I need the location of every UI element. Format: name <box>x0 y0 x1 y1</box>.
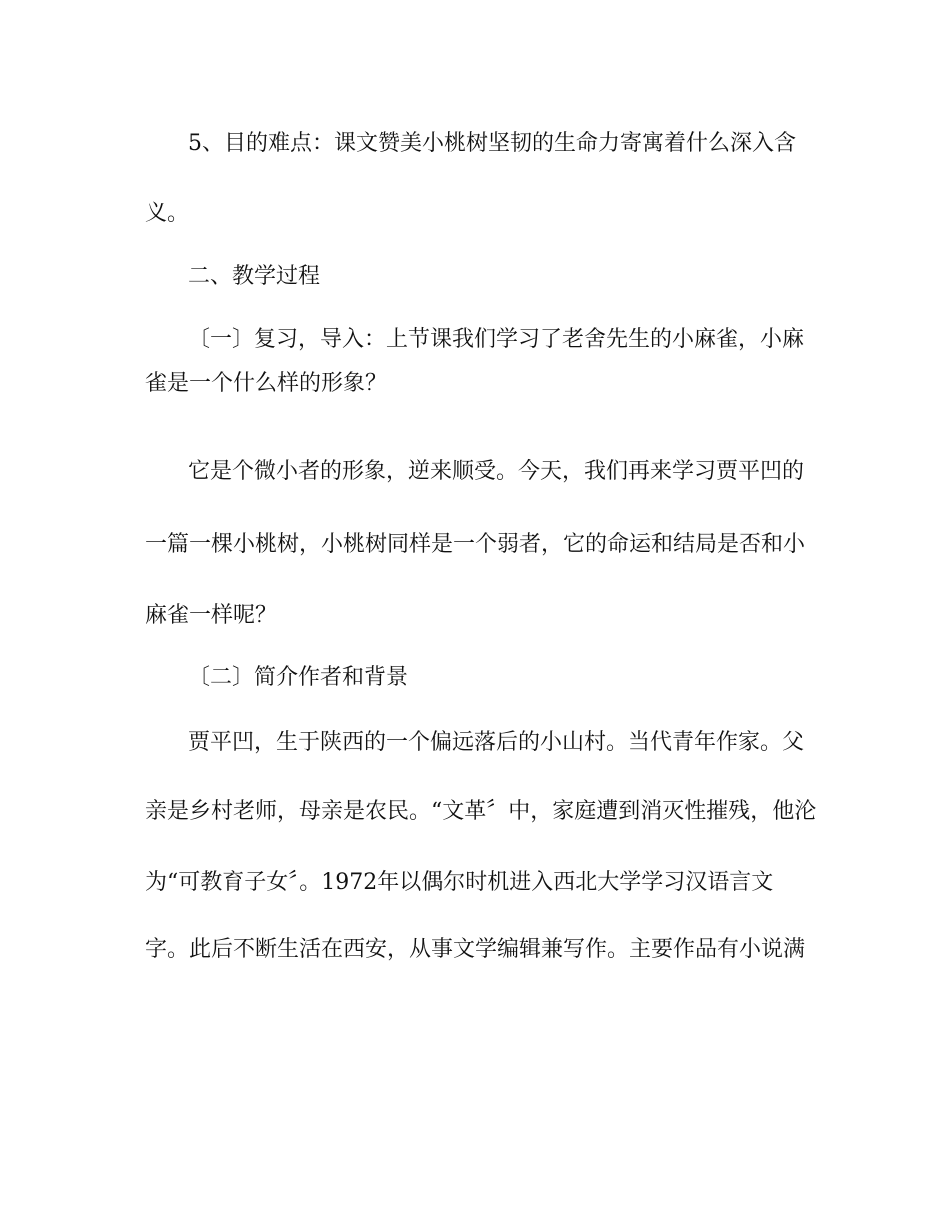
text-line: 5、目的难点：课文赞美小桃树坚韧的生命力寄寓着什么深入含 <box>188 131 796 156</box>
text-line: 贾平凹，生于陕西的一个偏远落后的小山村。当代青年作家。父 <box>188 730 805 755</box>
text-line: 为“可教育子女〞。1972年以偶尔时机进入西北大学学习汉语言文 <box>145 870 774 895</box>
text-line: 义。 <box>145 201 190 226</box>
text-line: 它是个微小者的形象，逆来顺受。今天，我们再来学习贾平凹的 <box>188 459 805 484</box>
text-line: 雀是一个什么样的形象？ <box>145 371 388 396</box>
text-line: 一篇一棵小桃树，小桃树同样是一个弱者，它的命运和结局是否和小 <box>145 532 806 557</box>
text-line: 〔一〕复习，导入：上节课我们学习了老舍先生的小麻雀，小麻 <box>188 327 805 352</box>
section-heading: 二、教学过程 <box>188 264 321 289</box>
text-line: 字。此后不断生活在西安，从事文学编辑兼写作。主要作品有小说满 <box>145 937 806 962</box>
text-line: 麻雀一样呢？ <box>145 603 278 628</box>
subsection-heading: 〔二〕简介作者和背景 <box>188 665 409 690</box>
text-line: 亲是乡村老师，母亲是农民。“文革〞中，家庭遭到消灭性摧残，他沦 <box>145 799 817 824</box>
